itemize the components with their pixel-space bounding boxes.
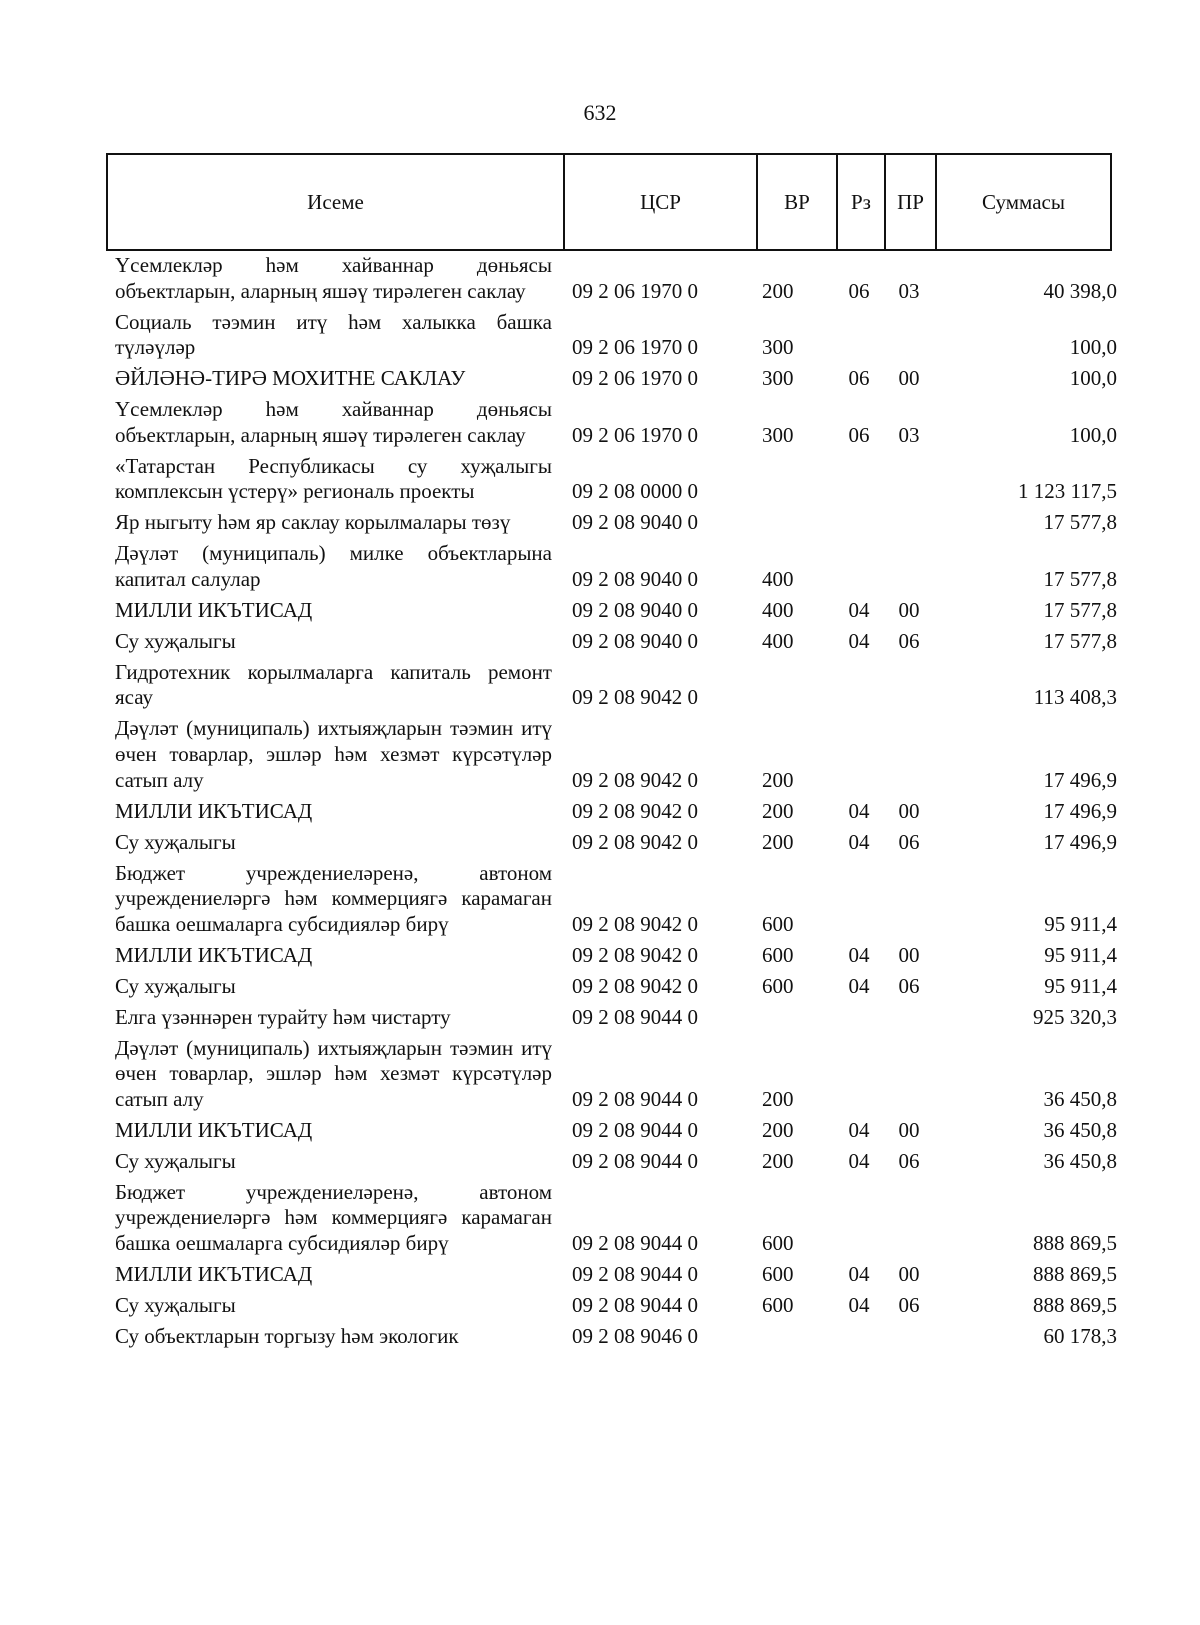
row-name: Бюджет учреждениеләренә, автоном учреждениеләргә һәм коммерциягә карамаган башка оешмаларга субсидияләр бирү [115, 1179, 552, 1255]
table-row [115, 397, 1117, 448]
row-name: ӘЙЛӘНӘ-ТИРӘ МОХИТНЕ САКЛАУ [115, 366, 466, 391]
row-name: Бюджет учреждениеләренә, автоном учреждениеләргә һәм коммерциягә карамаган башка оешмаларга субсидияләр бирү [115, 860, 552, 936]
header-sum: Суммасы [982, 189, 1065, 214]
row-name: Үсемлекләр һәм хайваннар дөньясы объектларын, аларның яшәү тирәлеген саклау [115, 253, 552, 303]
row-sum: 100,0 [1069, 366, 1117, 391]
row-vr: 200 [762, 767, 794, 792]
row-pr: 06 [898, 829, 920, 854]
row-name: МИЛЛИ ИКЪТИСАД [115, 597, 313, 622]
header-rz: Рз [838, 155, 886, 249]
row-name: Су хуҗалыгы [115, 1148, 236, 1173]
row-name: Су хуҗалыгы [115, 1292, 236, 1317]
row-csr: 09 2 08 9042 0 [572, 767, 698, 792]
row-vr: 300 [762, 422, 794, 447]
row-name: Су хуҗалыгы [115, 628, 236, 653]
row-csr: 09 2 08 9042 0 [572, 973, 698, 998]
row-pr: 06 [898, 973, 920, 998]
row-csr: 09 2 08 9040 0 [572, 566, 698, 591]
header-csr: ЦСР [565, 155, 758, 249]
row-csr: 09 2 08 9044 0 [572, 1117, 698, 1142]
row-csr: 09 2 08 9040 0 [572, 628, 698, 653]
row-csr: 09 2 08 9044 0 [572, 1261, 698, 1286]
row-rz: 04 [848, 597, 870, 622]
row-vr: 400 [762, 566, 794, 591]
row-sum: 17 577,8 [1043, 628, 1117, 653]
row-vr: 200 [762, 1117, 794, 1142]
row-sum: 95 911,4 [1044, 973, 1117, 998]
table-row [115, 541, 1117, 592]
row-rz: 06 [848, 278, 870, 303]
row-sum: 60 178,3 [1043, 1323, 1117, 1348]
row-pr: 00 [898, 1117, 920, 1142]
row-name: МИЛЛИ ИКЪТИСАД [115, 1261, 313, 1286]
table-row [115, 830, 1117, 856]
table-row [115, 510, 1117, 536]
row-sum: 17 496,9 [1043, 829, 1117, 854]
row-sum: 36 450,8 [1043, 1086, 1117, 1111]
row-name: Үсемлекләр һәм хайваннар дөньясы объектларын, аларның яшәү тирәлеген саклау [115, 397, 552, 447]
row-sum: 925 320,3 [1033, 1004, 1117, 1029]
row-sum: 1 123 117,5 [1018, 479, 1117, 504]
row-sum: 95 911,4 [1044, 911, 1117, 936]
row-pr: 03 [898, 278, 920, 303]
table-body [115, 253, 1117, 1355]
row-pr: 06 [898, 628, 920, 653]
table-header [106, 153, 1112, 251]
row-vr: 600 [762, 1292, 794, 1317]
row-rz: 04 [848, 1117, 870, 1142]
row-name: Су хуҗалыгы [115, 973, 236, 998]
row-name: Социаль тәэмин итү һәм халыкка башка түләүләр [115, 309, 552, 360]
row-rz: 06 [848, 366, 870, 391]
table-row [115, 1118, 1117, 1144]
row-rz: 04 [848, 973, 870, 998]
row-sum: 17 577,8 [1043, 566, 1117, 591]
table-row [115, 660, 1117, 711]
row-sum: 888 869,5 [1033, 1261, 1117, 1286]
row-vr: 600 [762, 1231, 794, 1255]
row-csr: 09 2 08 9044 0 [572, 1004, 698, 1029]
row-vr: 300 [762, 335, 794, 360]
row-csr: 09 2 08 9044 0 [572, 1292, 698, 1317]
row-csr: 09 2 06 1970 0 [572, 366, 698, 391]
row-sum: 113 408,3 [1033, 685, 1117, 710]
row-sum: 40 398,0 [1043, 278, 1117, 303]
row-sum: 888 869,5 [1033, 1231, 1117, 1255]
row-name: Дәүләт (муниципаль) ихтыяҗларын тәэмин итү өчен товарлар, эшләр һәм хезмәт күрсәтүләр сатып алу [115, 1035, 552, 1111]
row-sum: 17 577,8 [1043, 510, 1117, 535]
row-name: МИЛЛИ ИКЪТИСАД [115, 1117, 313, 1142]
row-pr: 00 [898, 366, 920, 391]
row-name: МИЛЛИ ИКЪТИСАД [115, 942, 313, 967]
row-sum: 100,0 [1069, 335, 1117, 360]
row-csr: 09 2 08 9046 0 [572, 1323, 698, 1348]
page-number: 632 [583, 100, 617, 125]
row-sum: 95 911,4 [1044, 942, 1117, 967]
table-row [115, 310, 1117, 361]
table-row [115, 629, 1117, 655]
header-pr: ПР [886, 155, 937, 249]
row-csr: 09 2 08 9044 0 [572, 1086, 698, 1111]
row-vr: 200 [762, 829, 794, 854]
row-name: Дәүләт (муниципаль) милке объектларына капитал салулар [115, 541, 552, 591]
row-sum: 17 496,9 [1043, 767, 1117, 792]
row-rz: 06 [848, 422, 870, 447]
table-row [115, 1180, 1117, 1257]
row-pr: 03 [898, 422, 920, 447]
table-row [115, 1324, 1117, 1350]
table-row [115, 974, 1117, 1000]
row-vr: 200 [762, 1148, 794, 1173]
row-sum: 36 450,8 [1043, 1148, 1117, 1173]
row-pr: 00 [898, 942, 920, 967]
table-row [115, 799, 1117, 825]
row-rz: 04 [848, 798, 870, 823]
row-vr: 600 [762, 1261, 794, 1286]
table-row [115, 598, 1117, 624]
table-row [115, 861, 1117, 938]
header-name: Исеме [108, 155, 565, 249]
table-row [115, 1293, 1117, 1319]
row-vr: 200 [762, 798, 794, 823]
row-vr: 200 [762, 1086, 794, 1111]
row-name: Су объектларын торгызу һәм экологик [115, 1323, 459, 1348]
table-row [115, 716, 1117, 793]
row-pr: 06 [898, 1148, 920, 1173]
row-pr: 00 [898, 798, 920, 823]
row-pr: 00 [898, 597, 920, 622]
row-sum: 17 577,8 [1043, 597, 1117, 622]
row-csr: 09 2 08 9042 0 [572, 911, 698, 936]
row-csr: 09 2 08 9042 0 [572, 798, 698, 823]
row-name: МИЛЛИ ИКЪТИСАД [115, 798, 313, 823]
row-vr: 200 [762, 278, 794, 303]
table-row [115, 1036, 1117, 1113]
row-vr: 600 [762, 942, 794, 967]
row-pr: 00 [898, 1261, 920, 1286]
row-csr: 09 2 08 0000 0 [572, 479, 698, 504]
header-vr: ВР [758, 155, 838, 249]
table-row [115, 943, 1117, 969]
row-csr: 09 2 06 1970 0 [572, 335, 698, 360]
row-csr: 09 2 08 9042 0 [572, 685, 698, 710]
row-sum: 36 450,8 [1043, 1117, 1117, 1142]
row-vr: 400 [762, 597, 794, 622]
row-rz: 04 [848, 1148, 870, 1173]
row-name: Гидротехник корылмаларга капиталь ремонт ясау [115, 659, 552, 710]
row-name: Дәүләт (муниципаль) ихтыяҗларын тәэмин итү өчен товарлар, эшләр һәм хезмәт күрсәтүләр сатып алу [115, 716, 552, 792]
row-csr: 09 2 08 9040 0 [572, 510, 698, 535]
row-pr: 06 [898, 1292, 920, 1317]
table-row [115, 1005, 1117, 1031]
row-vr: 600 [762, 911, 794, 936]
table-row [115, 1262, 1117, 1288]
table-row [115, 366, 1117, 392]
row-rz: 04 [848, 628, 870, 653]
row-csr: 09 2 08 9040 0 [572, 597, 698, 622]
row-csr: 09 2 06 1970 0 [572, 278, 698, 303]
row-rz: 04 [848, 942, 870, 967]
row-name: Елга үзәннәрен турайту һәм чистарту [115, 1004, 451, 1029]
row-vr: 600 [762, 973, 794, 998]
table-row [115, 454, 1117, 505]
row-csr: 09 2 08 9044 0 [572, 1231, 698, 1255]
row-vr: 300 [762, 366, 794, 391]
row-rz: 04 [848, 829, 870, 854]
row-sum: 100,0 [1069, 422, 1117, 447]
row-name: Су хуҗалыгы [115, 829, 236, 854]
row-csr: 09 2 06 1970 0 [572, 422, 698, 447]
table-row [115, 1149, 1117, 1175]
row-rz: 04 [848, 1261, 870, 1286]
table-row [115, 253, 1117, 304]
row-name: «Татарстан Республикасы су хуҗалыгы комплексын үстерү» региональ проекты [115, 453, 552, 504]
row-vr: 400 [762, 628, 794, 653]
row-sum: 17 496,9 [1043, 798, 1117, 823]
row-name: Яр ныгыту һәм яр саклау корылмалары төзү [115, 510, 511, 535]
row-csr: 09 2 08 9044 0 [572, 1148, 698, 1173]
row-sum: 888 869,5 [1033, 1292, 1117, 1317]
row-csr: 09 2 08 9042 0 [572, 829, 698, 854]
row-csr: 09 2 08 9042 0 [572, 942, 698, 967]
row-rz: 04 [848, 1292, 870, 1317]
